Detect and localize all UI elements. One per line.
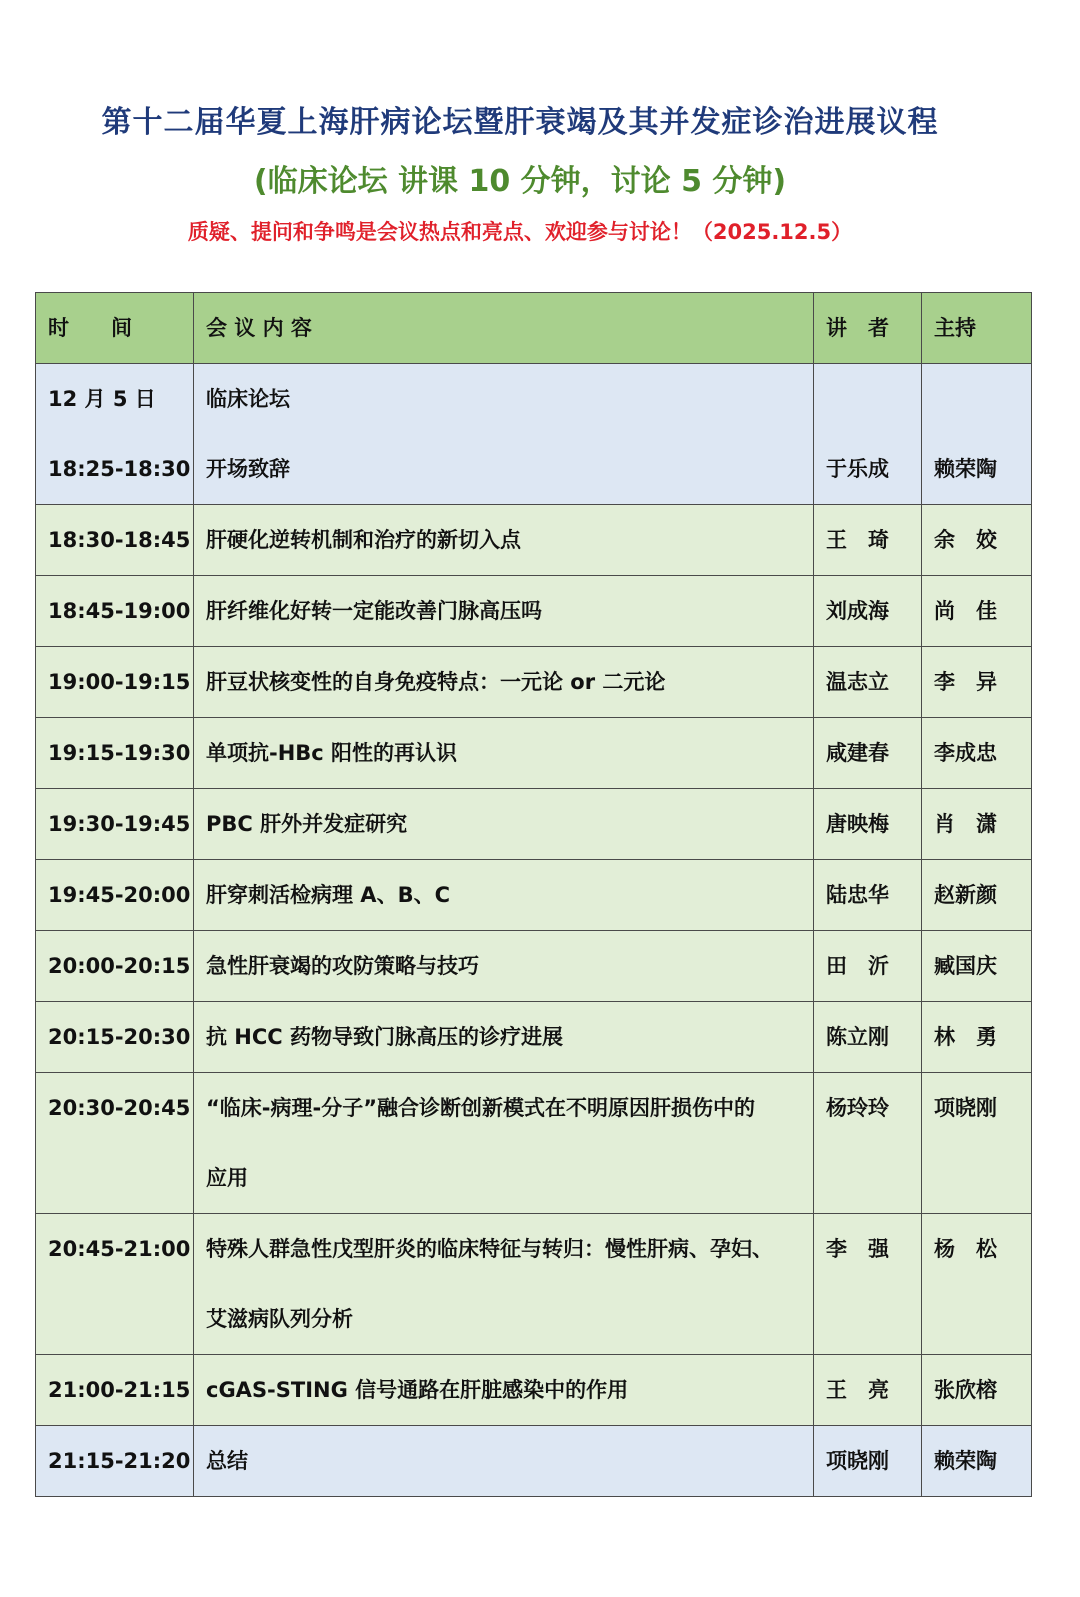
- time-cell: 20:15-20:30: [36, 1002, 194, 1073]
- content-cell: 肝纤维化好转一定能改善门脉高压吗: [194, 576, 814, 647]
- table-row: [36, 576, 1032, 647]
- table-row: [36, 647, 1032, 718]
- host-cell: 李成忠: [922, 718, 1032, 789]
- time-cell: 21:00-21:15: [36, 1355, 194, 1426]
- content-cell: 总结: [194, 1426, 814, 1497]
- host-cell: 张欣榕: [922, 1355, 1032, 1426]
- header-host: 主持: [922, 293, 1032, 364]
- speaker-cell: 王 琦: [814, 505, 922, 576]
- time-cell: 20:00-20:15: [36, 931, 194, 1002]
- header-content: 会 议 内 容: [194, 293, 814, 364]
- speaker-cell: 李 强: [814, 1214, 922, 1355]
- speaker-cell: 咸建春: [814, 718, 922, 789]
- time-cell: 18:45-19:00: [36, 576, 194, 647]
- content-cell: 急性肝衰竭的攻防策略与技巧: [194, 931, 814, 1002]
- table-row-closing: [36, 1426, 1032, 1497]
- agenda-notice: 质疑、提问和争鸣是会议热点和亮点、欢迎参与讨论！（2025.12.5）: [187, 220, 853, 244]
- table-header-row: [36, 293, 1032, 364]
- host-cell: 余 姣: [922, 505, 1032, 576]
- host-cell: 赵新颜: [922, 860, 1032, 931]
- host-cell: 项晓刚: [922, 1073, 1032, 1214]
- time-cell: 19:00-19:15: [36, 647, 194, 718]
- time-cell: 18:30-18:45: [36, 505, 194, 576]
- table-row-opening: [36, 364, 1032, 505]
- content-line: 艾滋病队列分析: [206, 1307, 353, 1331]
- host-cell: 李 异: [922, 647, 1032, 718]
- host-cell: 杨 松: [922, 1214, 1032, 1355]
- table-row-two-line: [36, 1073, 1032, 1214]
- section-label: 临床论坛: [206, 387, 290, 411]
- host-cell: 臧国庆: [922, 931, 1032, 1002]
- content-label: 开场致辞: [206, 457, 290, 481]
- speaker-cell: 田 沂: [814, 931, 922, 1002]
- time-cell: 19:15-19:30: [36, 718, 194, 789]
- host-cell: 林 勇: [922, 1002, 1032, 1073]
- table-row: [36, 1002, 1032, 1073]
- table-row: [36, 1355, 1032, 1426]
- time-cell: 20:30-20:45: [36, 1073, 194, 1214]
- time-cell: 21:15-21:20: [36, 1426, 194, 1497]
- content-cell: 肝豆状核变性的自身免疫特点：一元论 or 二元论: [194, 647, 814, 718]
- table-row: [36, 931, 1032, 1002]
- content-line: 应用: [206, 1166, 248, 1190]
- content-cell: PBC 肝外并发症研究: [194, 789, 814, 860]
- speaker-cell: 陆忠华: [814, 860, 922, 931]
- speaker-cell: 温志立: [814, 647, 922, 718]
- time-cell: 19:30-19:45: [36, 789, 194, 860]
- table-row: [36, 860, 1032, 931]
- time-cell: [36, 364, 194, 505]
- time-cell: 20:45-21:00: [36, 1214, 194, 1355]
- agenda-subtitle: (临床论坛 讲课 10 分钟，讨论 5 分钟): [253, 164, 787, 199]
- speaker-cell: 唐映梅: [814, 789, 922, 860]
- content-cell: cGAS-STING 信号通路在肝脏感染中的作用: [194, 1355, 814, 1426]
- host-cell: [922, 364, 1032, 505]
- agenda-table: [35, 292, 1032, 1497]
- date-label: 12 月 5 日: [48, 387, 156, 411]
- content-cell: 肝硬化逆转机制和治疗的新切入点: [194, 505, 814, 576]
- content-cell: [194, 1073, 814, 1214]
- host-cell: 赖荣陶: [922, 1426, 1032, 1497]
- speaker-cell: 王 亮: [814, 1355, 922, 1426]
- header-speaker: 讲 者: [814, 293, 922, 364]
- table-row: [36, 789, 1032, 860]
- header-time: 时 间: [36, 293, 194, 364]
- table-row-two-line: [36, 1214, 1032, 1355]
- speaker-label: 于乐成: [826, 457, 889, 481]
- table-row: [36, 718, 1032, 789]
- speaker-cell: [814, 364, 922, 505]
- host-label: 赖荣陶: [934, 457, 997, 481]
- speaker-cell: 陈立刚: [814, 1002, 922, 1073]
- speaker-cell: 杨玲玲: [814, 1073, 922, 1214]
- content-cell: [194, 364, 814, 505]
- host-cell: 肖 潇: [922, 789, 1032, 860]
- table-row: [36, 505, 1032, 576]
- speaker-cell: 刘成海: [814, 576, 922, 647]
- host-cell: 尚 佳: [922, 576, 1032, 647]
- agenda-title: 第十二届华夏上海肝病论坛暨肝衰竭及其并发症诊治进展议程: [101, 105, 939, 140]
- time-label: 18:25-18:30: [48, 457, 191, 481]
- time-cell: 19:45-20:00: [36, 860, 194, 931]
- speaker-cell: 项晓刚: [814, 1426, 922, 1497]
- content-line: 特殊人群急性戊型肝炎的临床特征与转归：慢性肝病、孕妇、: [206, 1237, 773, 1261]
- content-cell: [194, 1214, 814, 1355]
- content-cell: 单项抗-HBc 阳性的再认识: [194, 718, 814, 789]
- content-cell: 肝穿刺活检病理 A、B、C: [194, 860, 814, 931]
- content-cell: 抗 HCC 药物导致门脉高压的诊疗进展: [194, 1002, 814, 1073]
- content-line: “临床-病理-分子”融合诊断创新模式在不明原因肝损伤中的: [206, 1096, 756, 1120]
